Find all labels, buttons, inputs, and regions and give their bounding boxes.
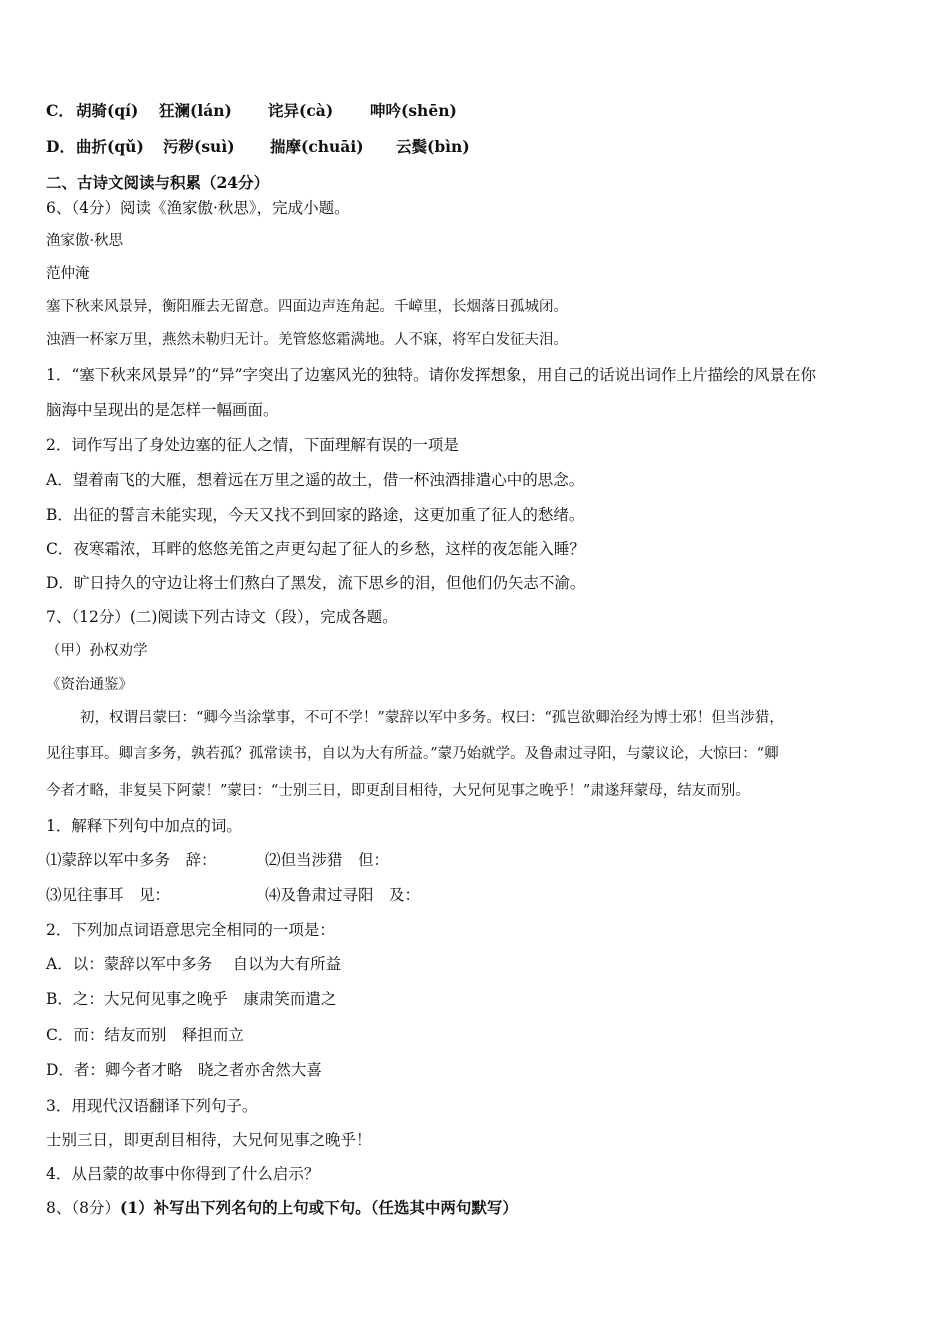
q6-option-c: C．夜寒霜浓，耳畔的悠悠羌笛之声更勾起了征人的乡愁，这样的夜怎能入睡？ — [46, 540, 585, 558]
passage-line-2: 见往事耳。卿言多务，孰若孤？孤常读书，自以为大有所益。”蒙乃始就学。及鲁肃过寻阳，与蒙议论，大惊曰：“卿 — [46, 746, 779, 762]
option-d-item-2: 污秽(suì) — [163, 137, 235, 156]
q7-sub1: 1．解释下列句中加点的词。 — [46, 817, 242, 835]
section-heading: 二、古诗文阅读与积累（24分） — [46, 173, 270, 192]
poem-title: 渔家傲·秋思 — [46, 233, 124, 249]
q8-instruction: (1）补写出下列名句的上句或下句。（任选其中两句默写） — [119, 1198, 518, 1217]
q7-sub1-item-2: ⑵但当涉猎 但： — [265, 851, 390, 869]
q7-sub2-option-c: C．而：结友而别 释担而立 — [46, 1026, 244, 1044]
poem-line-1: 塞下秋来风景异，衡阳雁去无留意。四面边声连角起。千嶂里，长烟落日孤城闭。 — [46, 299, 568, 315]
q7-sub1-item-1: ⑴蒙辞以军中多务 辞： — [46, 851, 217, 869]
option-c-item-1: 胡骑(qí) — [76, 101, 139, 120]
option-c-row — [46, 100, 457, 122]
q7-stem: 7、（12分）(二)阅读下列古诗文（段），完成各题。 — [46, 608, 398, 626]
option-d-item-3: 揣摩(chuāi) — [270, 137, 364, 156]
q6-sub1-line2: 脑海中呈现出的是怎样一幅画面。 — [46, 401, 279, 419]
q7-sub3: 3．用现代汉语翻译下列句子。 — [46, 1097, 258, 1115]
q6-stem: 6、（4分）阅读《渔家傲·秋思》，完成小题。 — [46, 199, 350, 217]
q6-option-d: D．旷日持久的守边让将士们熬白了黑发，流下思乡的泪，但他们仍矢志不渝。 — [46, 574, 586, 592]
q7-sub2-option-b: B．之：大兄何见事之晚乎 康肃笑而遣之 — [46, 990, 337, 1008]
q7-sub2: 2．下列加点词语意思完全相同的一项是： — [46, 921, 335, 939]
q7-sub2-option-a: A．以：蒙辞以军中多务 自以为大有所益 — [46, 955, 342, 973]
passage-line-1: 初，权谓吕蒙曰：“卿今当涂掌事，不可不学！”蒙辞以军中多务。权曰：“孤岂欲卿治经为博士邪！但当涉猎， — [80, 710, 784, 726]
option-c-item-2: 狂澜(lán) — [159, 101, 232, 120]
q7-sub1-item-3: ⑶见往事耳 见： — [46, 886, 171, 904]
option-c-item-4: 呻吟(shēn) — [370, 101, 457, 120]
option-d-row — [46, 136, 470, 158]
option-d-item-4: 云鬓(bìn) — [396, 137, 470, 156]
q7-source: 《资治通鉴》 — [46, 677, 133, 693]
option-d-label: D． — [46, 137, 75, 156]
q7-sub4: 4．从吕蒙的故事中你得到了什么启示？ — [46, 1165, 320, 1183]
q6-option-b: B．出征的誓言未能实现，今天又找不到回家的路途，这更加重了征人的愁绪。 — [46, 506, 585, 524]
q8-row — [46, 1197, 518, 1219]
q6-sub2: 2．词作写出了身处边塞的征人之情，下面理解有误的一项是 — [46, 436, 459, 454]
q7-sub1-item-4: ⑷及鲁肃过寻阳 及： — [265, 886, 421, 904]
q7-sub3-sentence: 士别三日，即更刮目相待，大兄何见事之晚乎！ — [46, 1131, 372, 1149]
poem-line-2: 浊酒一杯家万里，燕然未勒归无计。羌管悠悠霜满地。人不寐，将军白发征夫泪。 — [46, 332, 568, 348]
q7-sub2-option-d: D．者：卿今者才略 晓之者亦舍然大喜 — [46, 1061, 322, 1079]
q6-sub1-line1: 1．“塞下秋来风景异”的“异”字突出了边塞风光的独特。请你发挥想象，用自己的话说出词作上片描绘的风景在你 — [46, 366, 817, 384]
option-c-label: C． — [46, 101, 74, 120]
passage-line-3: 今者才略，非复吴下阿蒙！”蒙曰：“士别三日，即更刮目相待，大兄何见事之晚乎！”肃遂拜蒙母，结友而别。 — [46, 783, 750, 799]
q8-prefix: 8、（8分） — [46, 1199, 120, 1217]
poem-author: 范仲淹 — [46, 266, 90, 282]
option-c-item-3: 诧异(cà) — [268, 101, 334, 120]
q6-option-a: A．望着南飞的大雁，想着远在万里之遥的故土，借一杯浊酒排遣心中的思念。 — [46, 471, 585, 489]
q7-part-title: （甲）孙权劝学 — [46, 643, 148, 659]
option-d-item-1: 曲折(qǔ) — [76, 137, 144, 156]
